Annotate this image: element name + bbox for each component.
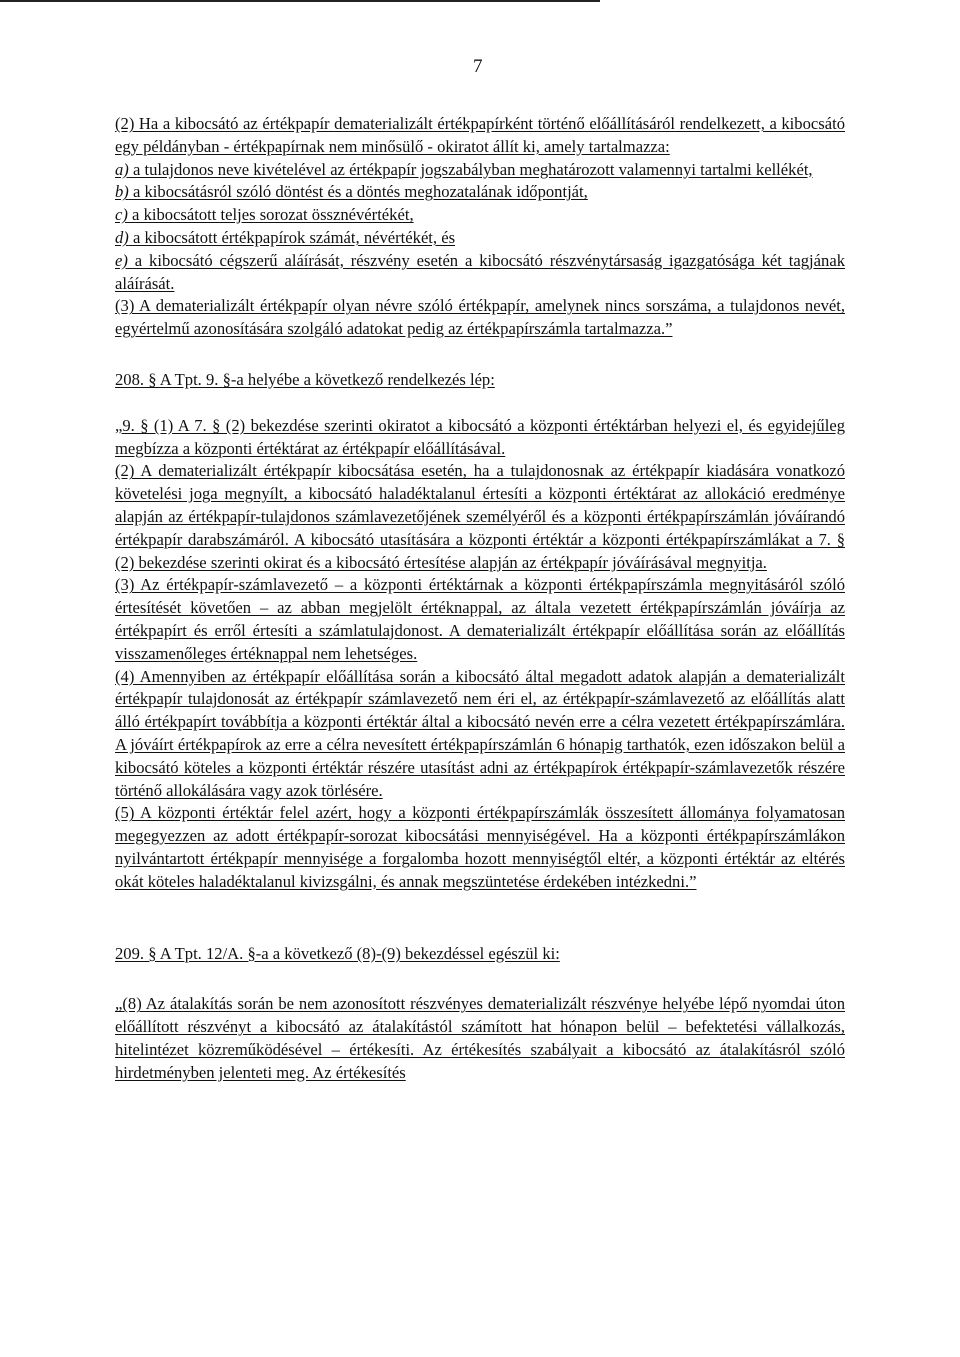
list-text-e: a kibocsátó cégszerű aláírását, részvény esetén a kibocsátó részvénytársaság igazgatósága két tagjának aláírását.	[115, 250, 845, 293]
list-label-a: a)	[115, 159, 129, 179]
list-label-d: d)	[115, 227, 129, 247]
section-208-heading: 208. § A Tpt. 9. §-a helyébe a következő rendelkezés lép:	[115, 369, 495, 389]
list-label-e: e)	[115, 250, 128, 270]
section-209-heading: 209. § A Tpt. 12/A. §-a a következő (8)-(9) bekezdéssel egészül ki:	[115, 943, 560, 963]
document-body	[115, 113, 845, 1084]
section-208-paragraph-3: (3) Az értékpapír-számlavezető – a központi értéktárnak a központi értékpapírszámla megnyitásáról szóló értesítését követően – az abban megjelölt értéknappal, az általa vezetett értékpapírszámlán jóváírja az értékpapírt és erről értesíti a számlatulajdonost. A dematerializált értékpapír előállítása során az előállítás visszamenőleges értéknappal nem lehetséges.	[115, 575, 845, 663]
section-208-paragraph-2: (2) A dematerializált értékpapír kibocsátása esetén, ha a tulajdonosnak az értékpapír kiadására vonatkozó követelési joga megnyílt, a kibocsátó haladéktalanul értesíti a központi értéktárat az allokáció eredménye alapján az értékpapír-tulajdonos számlavezetőjének személyéről és a központi értékpapírszámlán jóváírandó értékpapír darabszámáról. A kibocsátó utasítására a központi értéktár a központi értékpapírszámlákat a 7. § (2) bekezdése szerinti okirat és a kibocsátó értesítése alapján az értékpapír jóváírásával megnyitja.	[115, 461, 845, 572]
section-209-paragraph-8: „(8) Az átalakítás során be nem azonosított részvényes dematerializált részvénye helyébe lépő nyomdai úton előállított részvényt a kibocsátó az átalakítástól számított hat hónapon belül – befektetési vállalkozás, hitelintézet közreműködésével – értékesíti. Az értékesítés szabályait a kibocsátó az átalakításról szóló hirdetményben jelenteti meg. Az értékesítés	[115, 994, 845, 1082]
list-item-a	[115, 159, 845, 182]
paragraph-2-intro: (2) Ha a kibocsátó az értékpapír dematerializált értékpapírként történő előállításáról rendelkezett, a kibocsátó egy példányban - értékpapírnak nem minősülő - okiratot állít ki, amely tartalmazza:	[115, 114, 845, 156]
section-208-paragraph-4: (4) Amennyiben az értékpapír előállítása során a kibocsátó által megadott adatok alapján a dematerializált értékpapír tulajdonosát az értékpapír számlavezető nem éri el, az értékpapír-számlavezető az előállítás alatt álló értékpapírt továbbítja a központi értéktár által a kibocsátó nevén erre a célra vezetett értékpapírszámlára. A jóváírt értékpapírok az erre a célra nevesített értékpapírszámlán 6 hónapig tarthatók, ezen időszakon belül a kibocsátó köteles a központi értéktár részére utasítást adni az értékpapírok értékpapír-számlavezetők részére történő allokálására vagy azok törlésére.	[115, 666, 845, 800]
list-text-b: a kibocsátásról szóló döntést és a döntés meghozatalának időpontját,	[128, 182, 588, 202]
list-text-d: a kibocsátott értékpapírok számát, névértékét, és	[128, 227, 456, 247]
list-item-d	[115, 227, 845, 250]
list-text-a: a tulajdonos neve kivételével az értékpapír jogszabályban meghatározott valamennyi tartalmi kellékét,	[128, 159, 813, 179]
section-208-paragraph-1: „9. § (1) A 7. § (2) bekezdése szerinti okiratot a kibocsátó a központi értéktárban helyezi el, és egyidejűleg megbízza a központi értéktárat az értékpapír előállításával.	[115, 415, 845, 458]
list-label-b: b)	[115, 182, 129, 202]
list-item-e	[115, 250, 845, 296]
list-label-c: c)	[115, 205, 128, 225]
list-item-c	[115, 204, 845, 227]
list-item-b	[115, 181, 845, 204]
page-number: 7	[473, 56, 483, 77]
top-scan-line	[0, 0, 600, 2]
section-208-paragraph-5: (5) A központi értéktár felel azért, hogy a központi értékpapírszámlák összesített állománya folyamatosan megegyezzen az adott értékpapír-sorozat kibocsátási mennyiségével. Ha a központi értékpapírszámlákon nyilvántartott értékpapír mennyisége a forgalomba hozott mennyiségtől eltér, a központi értéktár az eltérés okát köteles haladéktalanul kivizsgálni, és annak megszüntetése érdekében intézkedni.”	[115, 803, 845, 891]
paragraph-3: (3) A dematerializált értékpapír olyan névre szóló értékpapír, amelynek nincs sorszáma, a tulajdonos nevét, egyértelmű azonosítására szolgáló adatokat pedig az értékpapírszámla tartalmazza.”	[115, 296, 845, 339]
list-text-c: a kibocsátott teljes sorozat össznévértékét,	[127, 205, 414, 225]
